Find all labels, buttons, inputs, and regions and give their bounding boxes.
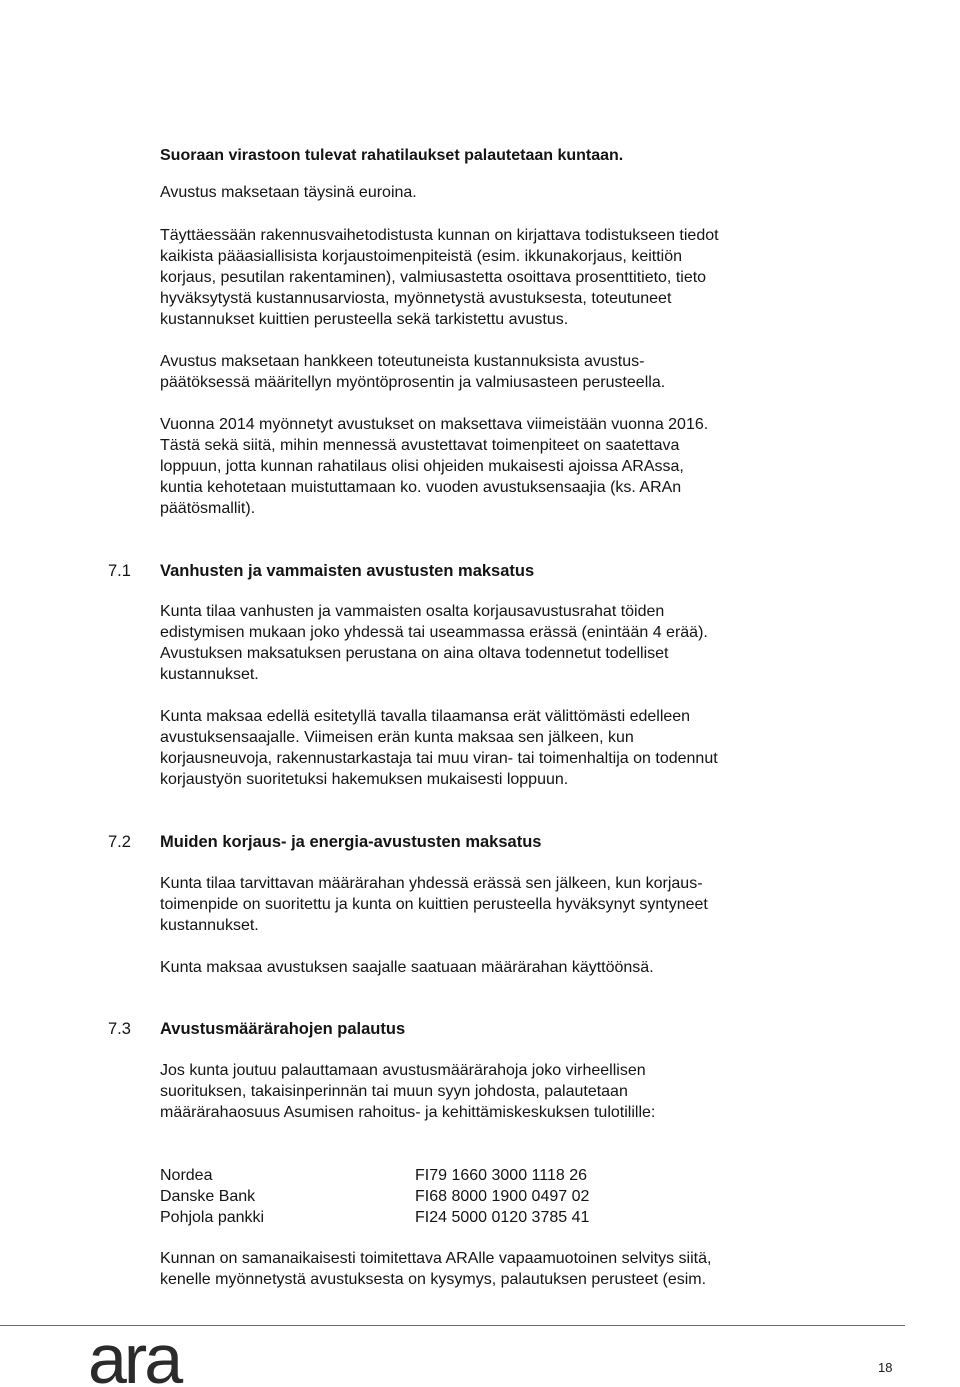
bank-name: Pohjola pankki — [160, 1209, 265, 1226]
paragraph-line: kuntia kehotetaan muistuttamaan ko. vuoden avustuksensaajia (ks. ARAn — [160, 479, 682, 496]
paragraph-line: kustannukset. — [160, 666, 259, 683]
section-paragraph — [160, 957, 654, 978]
paragraph-line: Kunta maksaa avustuksen saajalle saatuaan määrärahan käyttöönsä. — [160, 959, 654, 976]
page-number: 18 — [878, 1360, 893, 1375]
paragraph-line: päätöksessä määritellyn myöntöprosentin ja valmiusasteen perusteella. — [160, 374, 666, 391]
returned-orders-notice — [160, 145, 623, 166]
bank-account-list — [160, 1165, 589, 1228]
bank-name: Danske Bank — [160, 1188, 256, 1205]
paragraph-line: Kunta tilaa tarvittavan määrärahan yhdessä erässä sen jälkeen, kun korjaus- — [160, 875, 703, 892]
section-number: 7.1 — [108, 562, 131, 580]
paragraph-line: määrärahaosuus Asumisen rahoitus- ja kehittämiskeskuksen tulotilille: — [160, 1104, 656, 1121]
section-number: 7.2 — [108, 833, 131, 851]
paragraph-line: kaikista pääasiallisista korjaustoimenpiteistä (esim. ikkunakorjaus, keittiön — [160, 248, 683, 265]
paragraph-line: Tästä sekä siitä, mihin mennessä avustettavat toimenpiteet on saatettava — [160, 437, 680, 454]
paragraph-line: korjaus, pesutilan rakentaminen), valmiusastetta osoittava prosenttitieto, tieto — [160, 269, 707, 286]
paragraph-line: Täyttäessään rakennusvaihetodistusta kunnan on kirjattava todistukseen tiedot — [160, 227, 719, 244]
paragraph-line: Kunnan on samanaikaisesti toimitettava ARAlle vapaamuotoinen selvitys siitä, — [160, 1250, 712, 1267]
section-heading: Vanhusten ja vammaisten avustusten maksatus — [160, 562, 535, 580]
certificate-paragraph — [160, 225, 719, 330]
paragraph-line: Jos kunta joutuu palauttamaan avustusmäärärahoja joko virheellisen — [160, 1062, 646, 1079]
paragraph-line: Suoraan virastoon tulevat rahatilaukset palautetaan kuntaan. — [160, 147, 624, 164]
paragraph-line: korjaustyön suoritetuksi hakemuksen mukaisesti loppuun. — [160, 771, 569, 788]
paragraph-line: Vuonna 2014 myönnetyt avustukset on maksettava viimeistään vuonna 2016. — [160, 416, 709, 433]
closing-paragraph — [160, 1248, 711, 1290]
paragraph-line: Avustus maksetaan hankkeen toteutuneista kustannuksista avustus- — [160, 353, 645, 370]
deadline-paragraph — [160, 414, 708, 519]
paragraph-line: korjausneuvoja, rakennustarkastaja tai muu viran- tai toimenhaltija on todennut — [160, 750, 718, 767]
paragraph-line: Avustuksen maksatuksen perustana on aina oltava todennetut todelliset — [160, 645, 669, 662]
paragraph-line: kustannukset. — [160, 917, 259, 934]
bank-account-number: FI24 5000 0120 3785 41 — [415, 1209, 590, 1226]
section-heading: Avustusmäärärahojen palautus — [160, 1020, 406, 1038]
paragraph-line: kustannukset kuittien perusteella sekä tarkistettu avustus. — [160, 311, 569, 328]
section-paragraph — [160, 873, 708, 936]
paragraph-line: edistymisen mukaan joko yhdessä tai useammassa erässä (enintään 4 erää). — [160, 624, 708, 641]
paragraph-line: Kunta maksaa edellä esitetyllä tavalla tilaamansa erät välittömästi edelleen — [160, 708, 691, 725]
payment-basis-paragraph — [160, 351, 665, 393]
bank-account-number: FI79 1660 3000 1118 26 — [415, 1167, 587, 1184]
section-paragraph — [160, 706, 718, 790]
section-heading: Muiden korjaus- ja energia-avustusten maksatus — [160, 833, 542, 851]
euro-rounding-note — [160, 182, 417, 203]
section-number: 7.3 — [108, 1020, 131, 1038]
paragraph-line: suorituksen, takaisinperinnän tai muun syyn johdosta, palautetaan — [160, 1083, 628, 1100]
paragraph-line: avustuksensaajalle. Viimeisen erän kunta maksaa sen jälkeen, kun — [160, 729, 634, 746]
section-paragraph — [160, 1060, 655, 1123]
paragraph-line: Kunta tilaa vanhusten ja vammaisten osalta korjausavustusrahat töiden — [160, 603, 665, 620]
paragraph-line: toimenpide on suoritettu ja kunta on kuittien perusteella hyväksynyt syntyneet — [160, 896, 708, 913]
paragraph-line: Avustus maksetaan täysinä euroina. — [160, 184, 417, 201]
paragraph-line: päätösmallit). — [160, 500, 256, 517]
section-paragraph — [160, 601, 708, 685]
paragraph-line: kenelle myönnetystä avustuksesta on kysymys, palautuksen perusteet (esim. — [160, 1271, 707, 1288]
ara-logo: ara — [88, 1320, 181, 1387]
paragraph-line: hyväksytystä kustannusarviosta, myönnetystä avustuksesta, toteutuneet — [160, 290, 672, 307]
bank-account-number: FI68 8000 1900 0497 02 — [415, 1188, 590, 1205]
bank-name: Nordea — [160, 1167, 213, 1184]
paragraph-line: loppuun, jotta kunnan rahatilaus olisi ohjeiden mukaisesti ajoissa ARAssa, — [160, 458, 684, 475]
